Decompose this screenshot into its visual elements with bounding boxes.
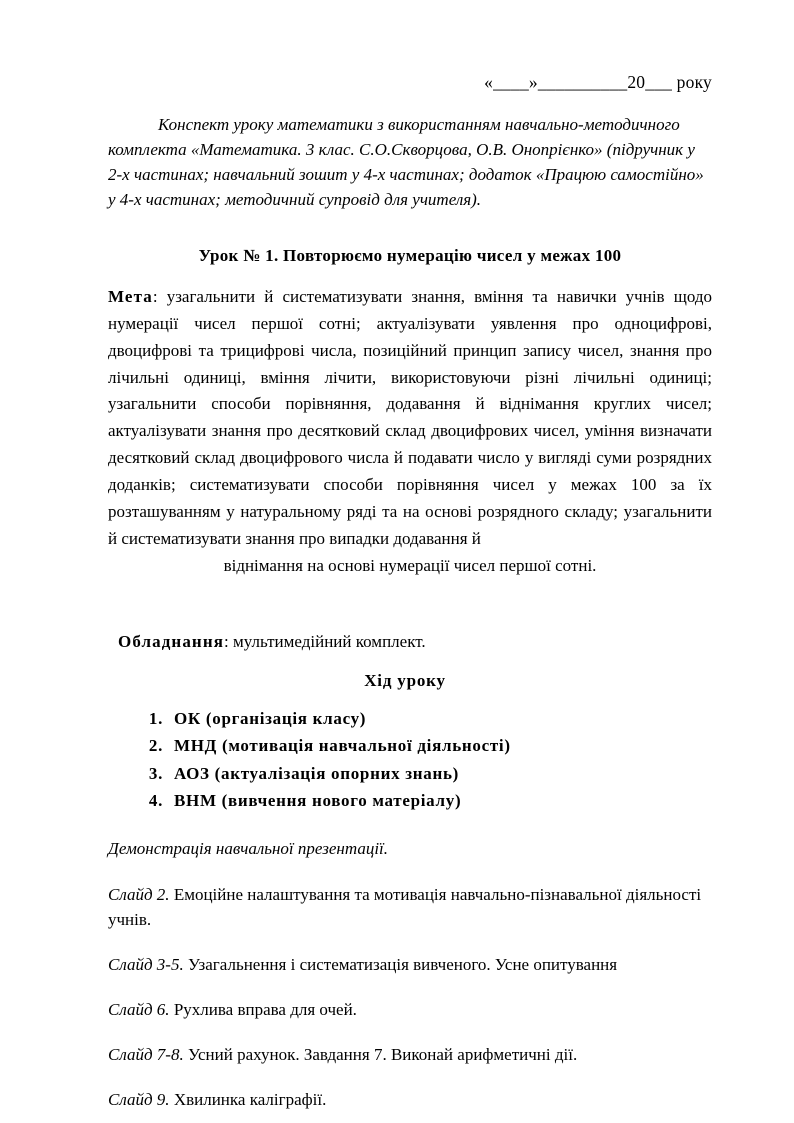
equipment-label: Обладнання [118, 632, 225, 652]
list-item [168, 705, 712, 733]
slide-label: Слайд 7-8. [108, 1045, 184, 1065]
list-item [168, 732, 712, 760]
slide-text: Узагальнення і систематизація вивченого. Усне опитування [183, 954, 618, 974]
aim-label: Мета [108, 286, 153, 306]
slide-text: Рухлива вправа для очей. [169, 1000, 357, 1020]
slide-label: Слайд 3-5. [108, 954, 184, 974]
aim-body: узагальнити й систематизувати знання, вміння та навички учнів щодо нумерації чисел першої сотні; актуалізувати уявлення про одноцифрові, двоцифрові та трицифрові числа, позиційний принцип запису чисел, знання про лічильні одиниці, вміння лічити, використовуючи різні лічильні одиниці; узагальнити способи порівняння, додавання й віднімання круглих чисел; актуалізувати знання про десятковий склад двоцифрових чисел, уміння визначати десятковий склад двоцифрового числа й подавати число у вигляді суми розрядних доданків; систематизувати способи порівняння чисел у межах 100 за їх розташуванням у натуральному ряді та на основі розрядного складу; узагальнити й систематизувати знання про випадки додавання й [108, 286, 712, 548]
slide-label: Слайд 9. [108, 1090, 170, 1110]
slide-entry [108, 882, 712, 932]
document-content [108, 0, 712, 1113]
intro-paragraph: Конспект уроку математики з використанням навчально-методичного комплекта «Математика. 3 клас. С.О.Скворцова, О.В. Онопрієнко» (підручник у 2-х частинах; навчальний зошит у 4-х частинах; додаток «Працюю самостійно» у 4-х частинах; методичний супровід для учителя). [108, 114, 704, 209]
stage-label: МНД (мотивація навчальної діяльності) [174, 736, 511, 756]
demo-line: Демонстрація навчальної презентації. [108, 839, 389, 858]
stage-label: ОК (організація класу) [174, 708, 367, 728]
slide-text: Хвилинка каліграфії. [169, 1090, 327, 1110]
slide-entry [108, 1042, 712, 1067]
aim-tail: віднімання на основі нумерації чисел першої сотні. [223, 555, 597, 575]
slide-entry [108, 952, 712, 977]
equipment-separator: : [224, 632, 234, 652]
slide-label: Слайд 2. [108, 884, 170, 904]
aim-separator: : [152, 286, 167, 306]
stage-label: АОЗ (актуалізація опорних знань) [174, 763, 460, 783]
date-line: «____»__________20___ року [484, 72, 712, 92]
slide-text: Усний рахунок. Завдання 7. Виконай арифметичні дії. [183, 1045, 578, 1065]
aim-paragraph [108, 284, 712, 579]
list-item [168, 787, 712, 815]
slide-entry [108, 1087, 712, 1112]
lesson-stages-list [108, 705, 712, 815]
list-item [168, 760, 712, 788]
lesson-title: Урок № 1. Повторюємо нумерацію чисел у межах 100 [198, 246, 622, 266]
equipment-line [118, 629, 712, 655]
equipment-value: мультимедійний комплект. [233, 632, 426, 652]
stage-label: ВНМ (вивчення нового матеріалу) [174, 791, 462, 811]
slide-text: Емоційне налаштування та мотивація навчально-пізнавальної діяльності учнів. [108, 884, 702, 929]
slide-entry [108, 997, 712, 1022]
course-heading: Хід уроку [364, 670, 446, 690]
slide-label: Слайд 6. [108, 1000, 170, 1020]
